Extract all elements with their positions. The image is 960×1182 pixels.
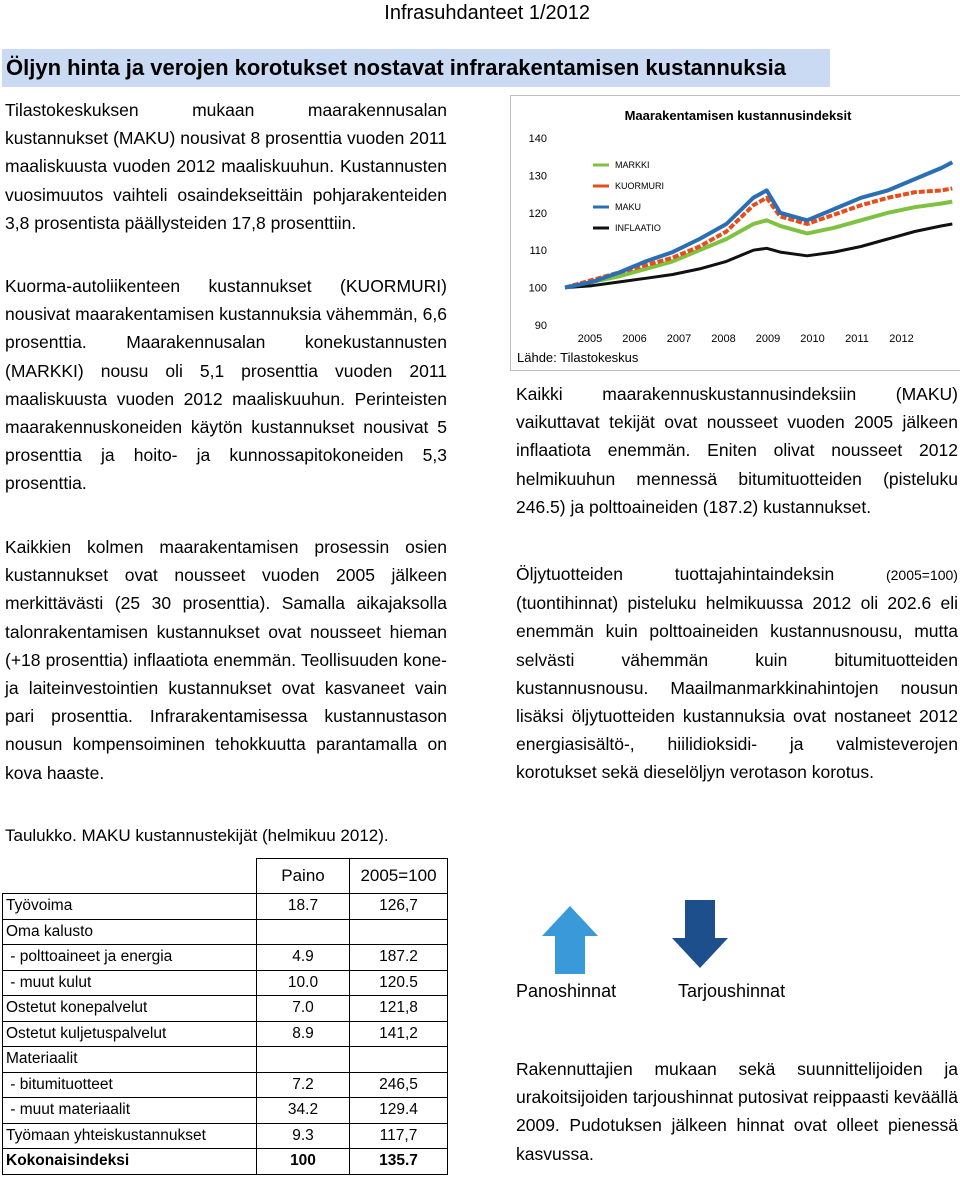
cost-index-chart bbox=[505, 95, 960, 370]
row-label: Materiaalit bbox=[3, 1047, 257, 1073]
table-header-weight: Paino bbox=[257, 859, 350, 894]
right-paragraph-1: Kaikki maarakennuskustannusindeksiin (MAKU) vaikuttavat tekijät ovat nousseet vuoden 2005 jälkeen inflaatiota enemmän. Eniten olivat nousseet 2012 helmikuuhun mennessä bitumituotteiden (pisteluku 246.5) ja polttoaineiden (187.2) kustannukset. bbox=[516, 384, 958, 517]
page-title: Öljyn hinta ja verojen korotukset nostavat infrarakentamisen kustannuksia bbox=[2, 49, 830, 87]
right-paragraph-2 bbox=[516, 560, 958, 787]
row-label: - muut kulut bbox=[3, 970, 257, 996]
p2-small: (2005=100) bbox=[885, 567, 958, 583]
row-weight bbox=[257, 1047, 350, 1073]
table-row bbox=[3, 1021, 448, 1047]
table-row bbox=[3, 945, 448, 971]
x-tick-label: 2010 bbox=[800, 333, 825, 345]
p2-rest: (tuontihinnat) pisteluku helmikuussa 2012 oli 202.6 eli enemmän kuin polttoaineiden kustannusnousu, mutta selvästi vähemmän kuin bitumituotteiden kustannusnousu. Maailmanmarkkinahintojen nousun lisäksi öljytuotteiden kustannuksia ovat nostaneet 2012 energiasisältö-, hiilidioksidi- ja valmisteverojen korotukset sekä dieselöljyn verotason korotus. bbox=[516, 593, 958, 783]
x-tick-label: 2009 bbox=[755, 333, 781, 345]
x-tick-label: 2006 bbox=[622, 333, 647, 345]
series-line-inflaatio bbox=[565, 224, 952, 288]
table-row bbox=[3, 1047, 448, 1073]
table-header-row bbox=[3, 859, 448, 894]
up-arrow-icon bbox=[542, 906, 598, 974]
legend-label: MAKU bbox=[615, 202, 642, 212]
row-label: Työmaan yhteiskustannukset bbox=[3, 1123, 257, 1149]
row-index: 120.5 bbox=[350, 970, 448, 996]
row-index: 126,7 bbox=[350, 894, 448, 920]
table-row bbox=[3, 894, 448, 920]
chart-source: Lähde: Tilastokeskus bbox=[517, 350, 639, 365]
row-weight: 7.2 bbox=[257, 1072, 350, 1098]
page-header: Infrasuhdanteet 1/2012 bbox=[384, 2, 590, 24]
tarjoushinnat-label: Tarjoushinnat bbox=[678, 981, 786, 1001]
table-row-total bbox=[3, 1149, 448, 1175]
maku-table bbox=[2, 858, 448, 1175]
row-label: Ostetut konepalvelut bbox=[3, 996, 257, 1022]
row-index: 117,7 bbox=[350, 1123, 448, 1149]
row-index: 129.4 bbox=[350, 1098, 448, 1124]
price-arrows bbox=[540, 896, 730, 976]
x-tick-label: 2005 bbox=[577, 333, 603, 345]
table-caption: Taulukko. MAKU kustannustekijät (helmikuu 2012). bbox=[5, 826, 389, 845]
row-weight: 10.0 bbox=[257, 970, 350, 996]
left-paragraph-1: Tilastokeskuksen mukaan maarakennusalan kustannukset (MAKU) nousivat 8 prosenttia vuoden 2011 maaliskuusta vuoden 2012 maaliskuuhun. Kustannusten vuosimuutos vaihteli osaindekseittäin pohjarakenteiden 3,8 prosentista päällysteiden 17,8 prosenttiin. bbox=[5, 100, 447, 233]
row-weight: 8.9 bbox=[257, 1021, 350, 1047]
row-weight: 9.3 bbox=[257, 1123, 350, 1149]
row-index: 246,5 bbox=[350, 1072, 448, 1098]
row-label: Oma kalusto bbox=[3, 919, 257, 945]
table-row bbox=[3, 970, 448, 996]
row-weight: 34.2 bbox=[257, 1098, 350, 1124]
y-tick-label: 130 bbox=[528, 170, 547, 183]
table-header-index: 2005=100 bbox=[350, 859, 448, 894]
x-tick-label: 2008 bbox=[711, 333, 736, 345]
row-index bbox=[350, 919, 448, 945]
table-row bbox=[3, 1072, 448, 1098]
chart-title: Maarakentamisen kustannusindeksit bbox=[624, 108, 852, 123]
panoshinnat-label: Panoshinnat bbox=[516, 981, 617, 1001]
legend-label: INFLAATIO bbox=[615, 223, 661, 233]
y-tick-label: 90 bbox=[534, 320, 547, 332]
table-row bbox=[3, 1098, 448, 1124]
table-row bbox=[3, 1123, 448, 1149]
left-paragraph-3: Kaikkien kolmen maarakentamisen prosessin osien kustannukset ovat nousseet vuoden 2005 jälkeen merkittävästi (25 30 prosenttia). Samalla aikajaksolla talonrakentamisen kustannukset ovat nousseet hieman (+18 prosenttia) inflaatiota enemmän. Teollisuuden kone- ja laiteinvestointien kustannukset ovat kasvaneet vain pari prosenttia. Infrarakentamisessa kustannustason nousun kompensoiminen tehokkuutta parantamalla on kova haaste. bbox=[5, 537, 447, 783]
row-label: Ostetut kuljetuspalvelut bbox=[3, 1021, 257, 1047]
x-tick-label: 2011 bbox=[845, 333, 869, 345]
legend-label: KUORMURI bbox=[615, 181, 664, 191]
row-index: 121,8 bbox=[350, 996, 448, 1022]
down-arrow-icon bbox=[672, 900, 728, 968]
series-line-markki bbox=[565, 202, 952, 288]
y-tick-label: 120 bbox=[528, 207, 547, 220]
row-weight: 7.0 bbox=[257, 996, 350, 1022]
row-label: Kokonaisindeksi bbox=[3, 1149, 257, 1175]
y-tick-label: 140 bbox=[528, 133, 547, 145]
y-tick-label: 100 bbox=[528, 282, 547, 295]
row-weight: 4.9 bbox=[257, 945, 350, 971]
y-tick-label: 110 bbox=[529, 245, 547, 258]
x-tick-label: 2007 bbox=[666, 333, 692, 345]
row-index: 135.7 bbox=[350, 1149, 448, 1175]
row-weight: 100 bbox=[257, 1149, 350, 1175]
row-weight: 18.7 bbox=[257, 894, 350, 920]
p2-start: Öljytuotteiden tuottajahintaindeksin bbox=[516, 564, 835, 584]
row-label: - muut materiaalit bbox=[3, 1098, 257, 1124]
row-index: 141,2 bbox=[350, 1021, 448, 1047]
row-label: - polttoaineet ja energia bbox=[3, 945, 257, 971]
table-row bbox=[3, 919, 448, 945]
row-index: 187.2 bbox=[350, 945, 448, 971]
right-paragraph-3: Rakennuttajien mukaan sekä suunnittelijoiden ja urakoitsijoiden tarjoushinnat putosivat reippaasti keväällä 2009. Pudotuksen jälkeen hinnat ovat olleet pienessä kasvussa. bbox=[516, 1059, 958, 1164]
row-weight bbox=[257, 919, 350, 945]
row-index bbox=[350, 1047, 448, 1073]
left-paragraph-2: Kuorma-autoliikenteen kustannukset (KUORMURI) nousivat maarakentamisen kustannuksia vähemmän, 6,6 prosenttia. Maarakennusalan konekustannusten (MARKKI) nousu oli 5,1 prosenttia vuoden 2011 maaliskuusta vuoden 2012 maaliskuuhun. Perinteisten maarakennuskoneiden käytön kustannukset nousivat 5 prosenttia ja hoito- ja kunnossapitokoneiden 5,3 prosenttia. bbox=[5, 276, 447, 494]
x-tick-label: 2012 bbox=[889, 333, 914, 345]
legend-label: MARKKI bbox=[615, 160, 650, 170]
table-header-blank bbox=[3, 859, 257, 894]
row-label: - bitumituotteet bbox=[3, 1072, 257, 1098]
table-row bbox=[3, 996, 448, 1022]
row-label: Työvoima bbox=[3, 894, 257, 920]
